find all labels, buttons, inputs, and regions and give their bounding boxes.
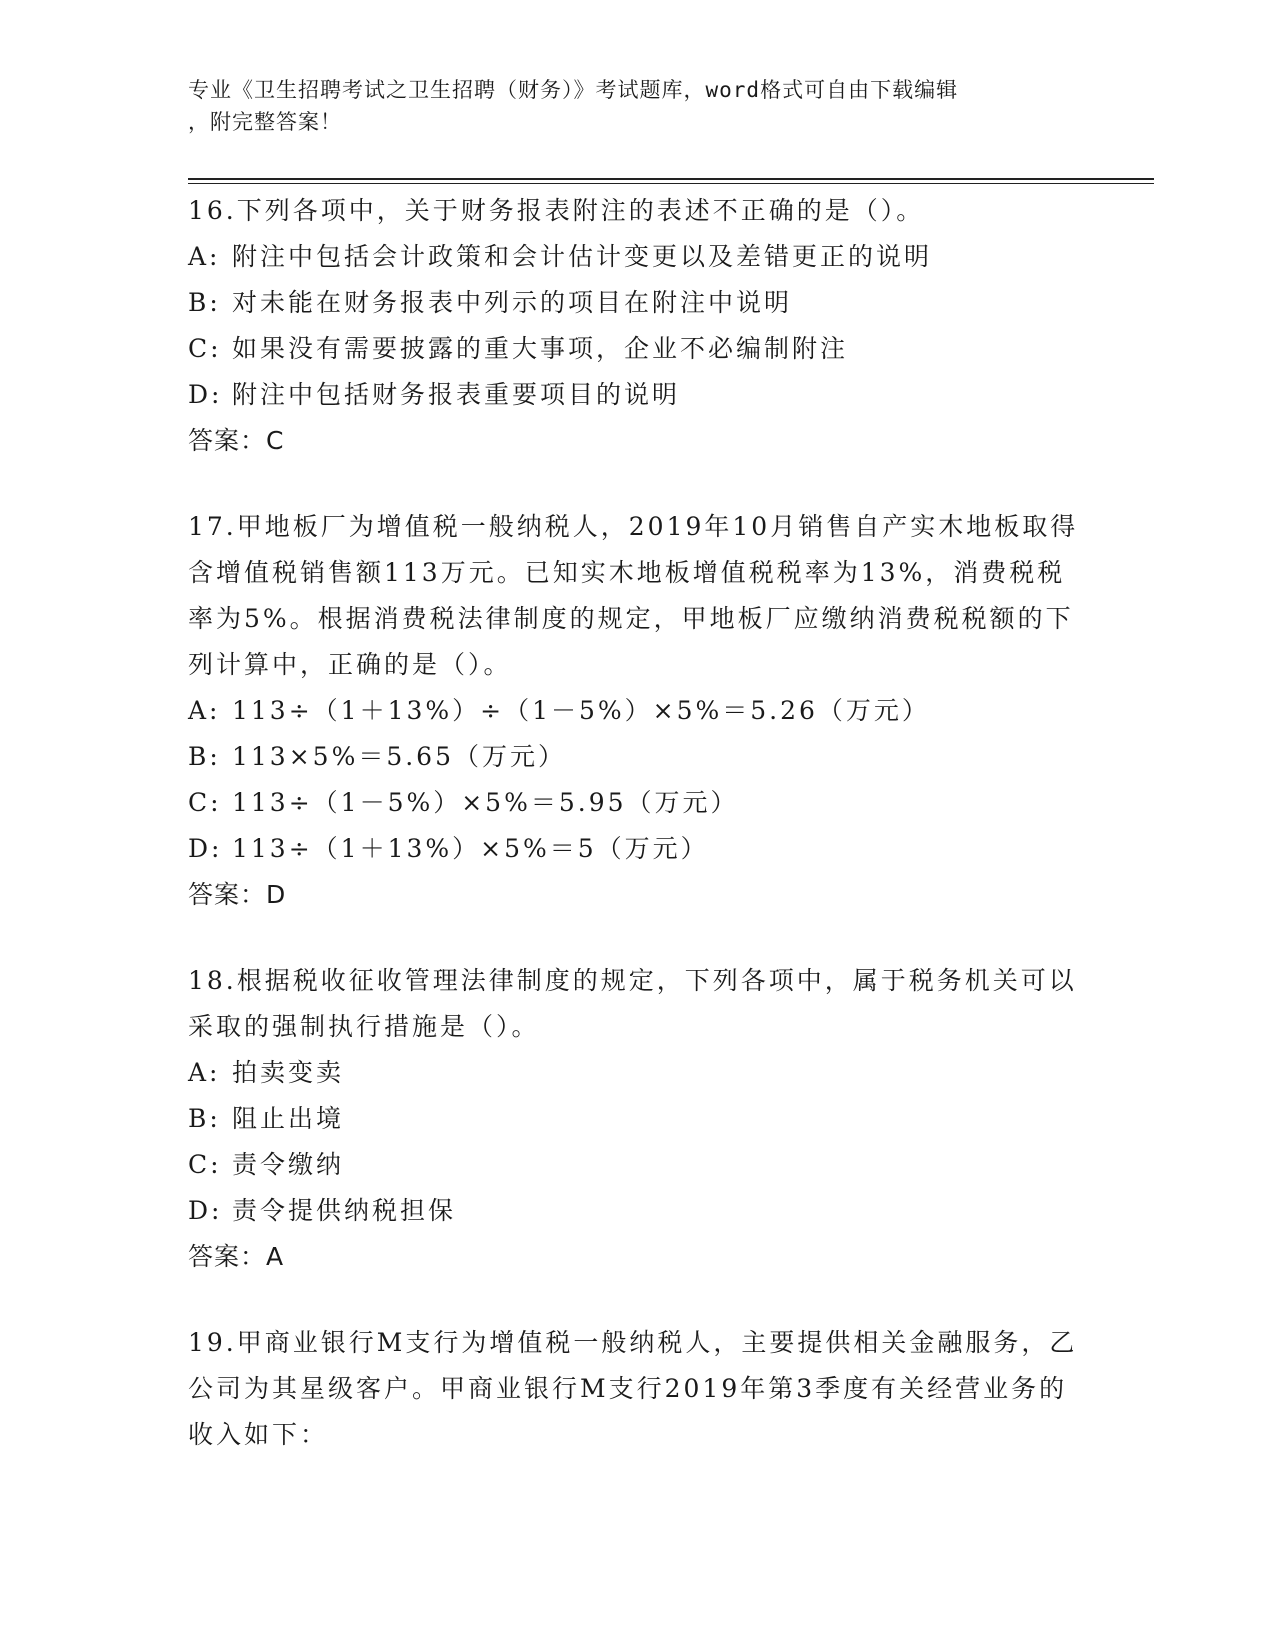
option-key: A: xyxy=(188,242,221,271)
option-b xyxy=(188,1096,1088,1142)
option-text: 113÷（1＋13%）×5%＝5（万元） xyxy=(232,834,709,863)
option-c xyxy=(188,1142,1088,1188)
option-key: C: xyxy=(188,334,222,363)
option-d xyxy=(188,372,1088,418)
option-d xyxy=(188,1188,1088,1234)
option-key: B: xyxy=(188,1104,221,1133)
option-text: 113÷（1－5%）×5%＝5.95（万元） xyxy=(232,788,739,817)
question-stem: 16.下列各项中，关于财务报表附注的表述不正确的是（）。 xyxy=(188,196,925,225)
option-a xyxy=(188,688,1088,734)
option-text: 如果没有需要披露的重大事项，企业不必编制附注 xyxy=(232,334,849,363)
option-d xyxy=(188,826,1088,872)
document-header xyxy=(188,74,1088,138)
header-divider xyxy=(188,178,1154,184)
answer-line: 答案：D xyxy=(188,880,287,909)
option-text: 对未能在财务报表中列示的项目在附注中说明 xyxy=(232,288,793,317)
option-c xyxy=(188,326,1088,372)
question-18 xyxy=(188,958,1088,1280)
option-text: 113×5%＝5.65（万元） xyxy=(232,742,566,771)
option-b xyxy=(188,734,1088,780)
question-stem: 17.甲地板厂为增值税一般纳税人，2019年10月销售自产实木地板取得含增值税销售额113万元。已知实木地板增值税税率为13%，消费税税率为5%。根据消费税法律制度的规定，甲地板厂应缴纳消费税税额的下列计算中，正确的是（）。 xyxy=(188,512,1079,679)
answer-line: 答案：C xyxy=(188,426,285,455)
option-key: D: xyxy=(188,380,223,409)
option-key: D: xyxy=(188,1196,223,1225)
option-text: 拍卖变卖 xyxy=(232,1058,345,1087)
question-19 xyxy=(188,1320,1088,1458)
answer-line: 答案：A xyxy=(188,1242,285,1271)
option-a xyxy=(188,234,1088,280)
question-stem: 19.甲商业银行M支行为增值税一般纳税人，主要提供相关金融服务，乙公司为其星级客户。甲商业银行M支行2019年第3季度有关经营业务的收入如下： xyxy=(188,1328,1078,1449)
header-title-line2: ，附完整答案！ xyxy=(188,110,342,134)
option-key: B: xyxy=(188,288,221,317)
question-list xyxy=(188,188,1088,1498)
option-key: C: xyxy=(188,1150,222,1179)
option-key: C: xyxy=(188,788,222,817)
option-b xyxy=(188,280,1088,326)
option-key: A: xyxy=(188,696,221,725)
option-key: B: xyxy=(188,742,221,771)
option-text: 责令缴纳 xyxy=(232,1150,345,1179)
option-text: 阻止出境 xyxy=(232,1104,345,1133)
question-17 xyxy=(188,504,1088,918)
option-text: 责令提供纳税担保 xyxy=(232,1196,457,1225)
option-text: 附注中包括财务报表重要项目的说明 xyxy=(232,380,681,409)
header-title-line1: 专业《卫生招聘考试之卫生招聘（财务）》考试题库，word格式可自由下载编辑 xyxy=(188,78,959,102)
option-key: D: xyxy=(188,834,223,863)
option-key: A: xyxy=(188,1058,221,1087)
option-text: 附注中包括会计政策和会计估计变更以及差错更正的说明 xyxy=(232,242,933,271)
option-c xyxy=(188,780,1088,826)
question-16 xyxy=(188,188,1088,464)
question-stem: 18.根据税收征收管理法律制度的规定，下列各项中，属于税务机关可以采取的强制执行措施是（）。 xyxy=(188,966,1077,1041)
option-a xyxy=(188,1050,1088,1096)
option-text: 113÷（1＋13%）÷（1－5%）×5%＝5.26（万元） xyxy=(232,696,930,725)
